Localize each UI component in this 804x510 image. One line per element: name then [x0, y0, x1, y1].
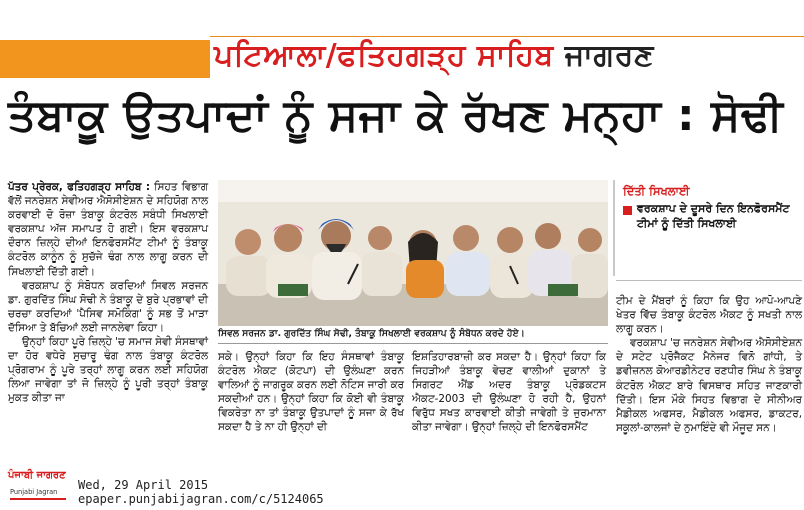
- masthead-title-black: ਜਾਗਰਣ: [564, 38, 654, 73]
- edition-date: Wed, 29 April 2015: [78, 478, 209, 492]
- masthead-title: [214, 38, 654, 73]
- article-paragraph: ਸਕੇ। ਉਨ੍ਹਾਂ ਕਿਹਾ ਕਿ ਇਹ ਸੰਸਥਾਵਾਂ ਤੰਬਾਕੂ ਕੰਟਰੋਲ ਐਕਟ (ਕੋਟਪਾ) ਦੀ ਉਲੰਘਣਾ ਕਰਨ ਵਾਲਿਆਂ ਨੂੰ ਜਾਗਰੂਕ ਕਰਨ ਲਈ ਨੋਟਿਸ ਜਾਰੀ ਕਰ ਸਕਦੀਆਂ ਹਨ। ਉਨ੍ਹਾਂ ਕਿਹਾ ਕਿ ਕੋਈ ਵੀ ਤੰਬਾਕੂ ਵਿਕਰੇਤਾ ਨਾ ਤਾਂ ਤੰਬਾਕੂ ਉਤਪਾਦਾਂ ਨੂੰ ਸਜਾ ਕੇ ਰੱਖ ਸਕਦਾ ਹੈ ਤੇ ਨਾ ਹੀ ਉਨ੍ਹਾਂ ਦੀ: [218, 351, 404, 434]
- sidebar-title: ਦਿੱਤੀ ਸਿਖਲਾਈ: [623, 184, 690, 198]
- photo-illustration: [218, 180, 608, 326]
- article-headline: ਤੰਬਾਕੂ ਉਤਪਾਦਾਂ ਨੂੰ ਸਜਾ ਕੇ ਰੱਖਣ ਮਨ੍ਹਾ : ਸੋਢੀ: [8, 90, 784, 141]
- sidebar-box: [613, 180, 801, 276]
- article-paragraph: ਸਿਹਤ ਵਿਭਾਗ ਵੱਲੋਂ ਜਨਰੇਸ਼ਨ ਸੇਵੀਅਰ ਐਸੋਸੀਏਸ਼ਨ ਦੇ ਸਹਿਯੋਗ ਨਾਲ ਕਰਵਾਈ ਦੋ ਰੋਜ਼ਾ ਤੰਬਾਕੂ ਕੰਟਰੋਲ ਸਬੰਧੀ ਸਿਖਲਾਈ ਵਰਕਸ਼ਾਪ ਅੱਜ ਸਮਾਪਤ ਹੋ ਗਈ। ਇਸ ਵਰਕਸ਼ਾਪ ਦੌਰਾਨ ਜ਼ਿਲ੍ਹੇ ਦੀਆਂ ਇਨਫੋਰਸਮੈਂਟ ਟੀਮਾਂ ਨੂੰ ਤੰਬਾਕੂ ਕੰਟਰੋਲ ਕਾਨੂੰਨ ਨੂੰ ਸੁਚੱਜੇ ਢੰਗ ਨਾਲ ਲਾਗੂ ਕਰਨ ਦੀ ਸਿਖਲਾਈ ਦਿੱਤੀ ਗਈ।: [8, 181, 208, 278]
- caption-divider: [218, 343, 608, 344]
- logo-text: ਪੰਜਾਬੀ ਜਾਗਰਣ: [8, 470, 66, 481]
- article-column-2: [218, 350, 404, 435]
- article-column-3: [412, 350, 606, 435]
- sidebar-divider: [616, 280, 802, 281]
- sidebar-bullet-text: ਵਰਕਸ਼ਾਪ ਦੇ ਦੂਸਰੇ ਦਿਨ ਇਨਫੋਰਸਮੈਂਟ ਟੀਮਾਂ ਨੂੰ ਦਿੱਤੀ ਸਿਖਲਾਈ: [637, 202, 790, 230]
- epaper-url[interactable]: epaper.punjabijagran.com/c/5124065: [78, 492, 324, 506]
- newspaper-logo: [4, 468, 74, 506]
- bullet-square-icon: [623, 206, 632, 215]
- logo-subtext: Punjabi Jagran: [10, 488, 58, 496]
- article-photo: [218, 180, 608, 326]
- article-paragraph: ਟੀਮ ਦੇ ਮੈਂਬਰਾਂ ਨੂੰ ਕਿਹਾ ਕਿ ਉਹ ਆਪੋ-ਆਪਣੇ ਖੇਤਰ ਵਿੱਚ ਤੰਬਾਕੂ ਕੰਟਰੋਲ ਐਕਟ ਨੂੰ ਸਖਤੀ ਨਾਲ ਲਾਗੂ ਕਰਨ।: [616, 295, 802, 336]
- article-byline: ਪੱਤਰ ਪ੍ਰੇਰਕ, ਫਤਿਹਗੜ੍ਹ ਸਾਹਿਬ :: [8, 181, 150, 193]
- masthead-title-red: ਪਟਿਆਲਾ/ਫਤਿਹਗੜ੍ਹ ਸਾਹਿਬ: [214, 38, 554, 73]
- photo-caption: ਸਿਵਲ ਸਰਜਨ ਡਾ. ਗੁਰਦਿੱਤ ਸਿੰਘ ਸੋਢੀ, ਤੰਬਾਕੂ ਸਿਖਲਾਈ ਵਰਕਸ਼ਾਪ ਨੂੰ ਸੰਬੋਧਨ ਕਰਦੇ ਹੋਏ।: [218, 328, 525, 339]
- logo-underline: [10, 498, 66, 500]
- article-paragraph: ਵਰਕਸ਼ਾਪ 'ਚ ਜਨਰੇਸ਼ਨ ਸੇਵੀਅਰ ਐਸੋਸੀਏਸ਼ਨ ਦੇ ਸਟੇਟ ਪ੍ਰੋਜੈਕਟ ਮੈਨੇਜਰ ਵਿਨੋ ਗਾਂਧੀ, ਤੇ ਡਵੀਜ਼ਨਲ ਕੋਆਰਡੀਨੇਟਰ ਰਣਧੀਰ ਸਿੰਘ ਨੇ ਤੰਬਾਕੂ ਕੰਟਰੋਲ ਐਕਟ ਬਾਰੇ ਵਿਸਥਾਰ ਸਹਿਤ ਜਾਣਕਾਰੀ ਦਿੱਤੀ। ਇਸ ਮੌਕੇ ਸਿਹਤ ਵਿਭਾਗ ਦੇ ਸੀਨੀਅਰ ਮੈਡੀਕਲ ਅਫਸਰ, ਮੈਡੀਕਲ ਅਫਸਰ, ਡਾਕਟਰ, ਸਕੂਲਾਂ-ਕਾਲਜਾਂ ਦੇ ਨੁਮਾਇੰਦੇ ਵੀ ਮੌਜੂਦ ਸਨ।: [616, 337, 802, 434]
- footer-info: [78, 478, 324, 506]
- article-column-1: [8, 180, 208, 406]
- article-paragraph: ਇਸ਼ਤਿਹਾਰਬਾਜ਼ੀ ਕਰ ਸਕਦਾ ਹੈ। ਉਨ੍ਹਾਂ ਕਿਹਾ ਕਿ ਜਿਹੜੀਆਂ ਤੰਬਾਕੂ ਵੇਚਣ ਵਾਲੀਆਂ ਦੁਕਾਨਾਂ ਤੇ ਸਿਗਰਟ ਐਂਡ ਅਦਰ ਤੰਬਾਕੂ ਪ੍ਰੋਡਕਟਸ ਐਕਟ-2003 ਦੀ ਉਲੰਘਣਾ ਹੋ ਰਹੀ ਹੈ, ਉਹਨਾਂ ਵਿਰੁੱਧ ਸਖਤ ਕਾਰਵਾਈ ਕੀਤੀ ਜਾਵੇਗੀ ਤੇ ਜੁਰਮਾਨਾ ਕੀਤਾ ਜਾਵੇਗਾ। ਉਨ੍ਹਾਂ ਜ਼ਿਲ੍ਹੇ ਦੀ ਇਨਫੋਰਸਮੈਂਟ: [412, 351, 606, 434]
- article-paragraph: ਉਨ੍ਹਾਂ ਕਿਹਾ ਪੂਰੇ ਜ਼ਿਲ੍ਹੇ 'ਚ ਸਮਾਜ ਸੇਵੀ ਸੰਸਥਾਵਾਂ ਦਾ ਹੋਰ ਵਧੇਰੇ ਸੁਚਾਰੂ ਢੰਗ ਨਾਲ ਤੰਬਾਕੂ ਕੰਟਰੋਲ ਪ੍ਰੋਗਰਾਮ ਨੂੰ ਪੂਰੇ ਤਰ੍ਹਾਂ ਲਾਗੂ ਕਰਨ ਲਈ ਸਹਿਯੋਗ ਲਿਆ ਜਾਵੇਗਾ ਤਾਂ ਜੋ ਜ਼ਿਲ੍ਹੇ ਨੂੰ ਪੂਰੀ ਤਰ੍ਹਾਂ ਤੰਬਾਕੂ ਮੁਕਤ ਕੀਤਾ ਜਾ: [8, 336, 208, 405]
- article-paragraph: ਵਰਕਸ਼ਾਪ ਨੂੰ ਸੰਬੋਧਨ ਕਰਦਿਆਂ ਸਿਵਲ ਸਰਜਨ ਡਾ. ਗੁਰਦਿੱਤ ਸਿੰਘ ਸੋਢੀ ਨੇ ਤੰਬਾਕੂ ਦੇ ਬੁਰੇ ਪ੍ਰਭਾਵਾਂ ਦੀ ਚਰਚਾ ਕਰਦਿਆਂ 'ਪੈਸਿਵ ਸਮੋਕਿੰਗ' ਨੂੰ ਸਭ ਤੋਂ ਮਾੜਾ ਦੱਸਿਆ ਤੇ ਬੱਚਿਆਂ ਲਈ ਜਾਨਲੇਵਾ ਕਿਹਾ।: [8, 279, 208, 334]
- article-column-4: [616, 294, 802, 435]
